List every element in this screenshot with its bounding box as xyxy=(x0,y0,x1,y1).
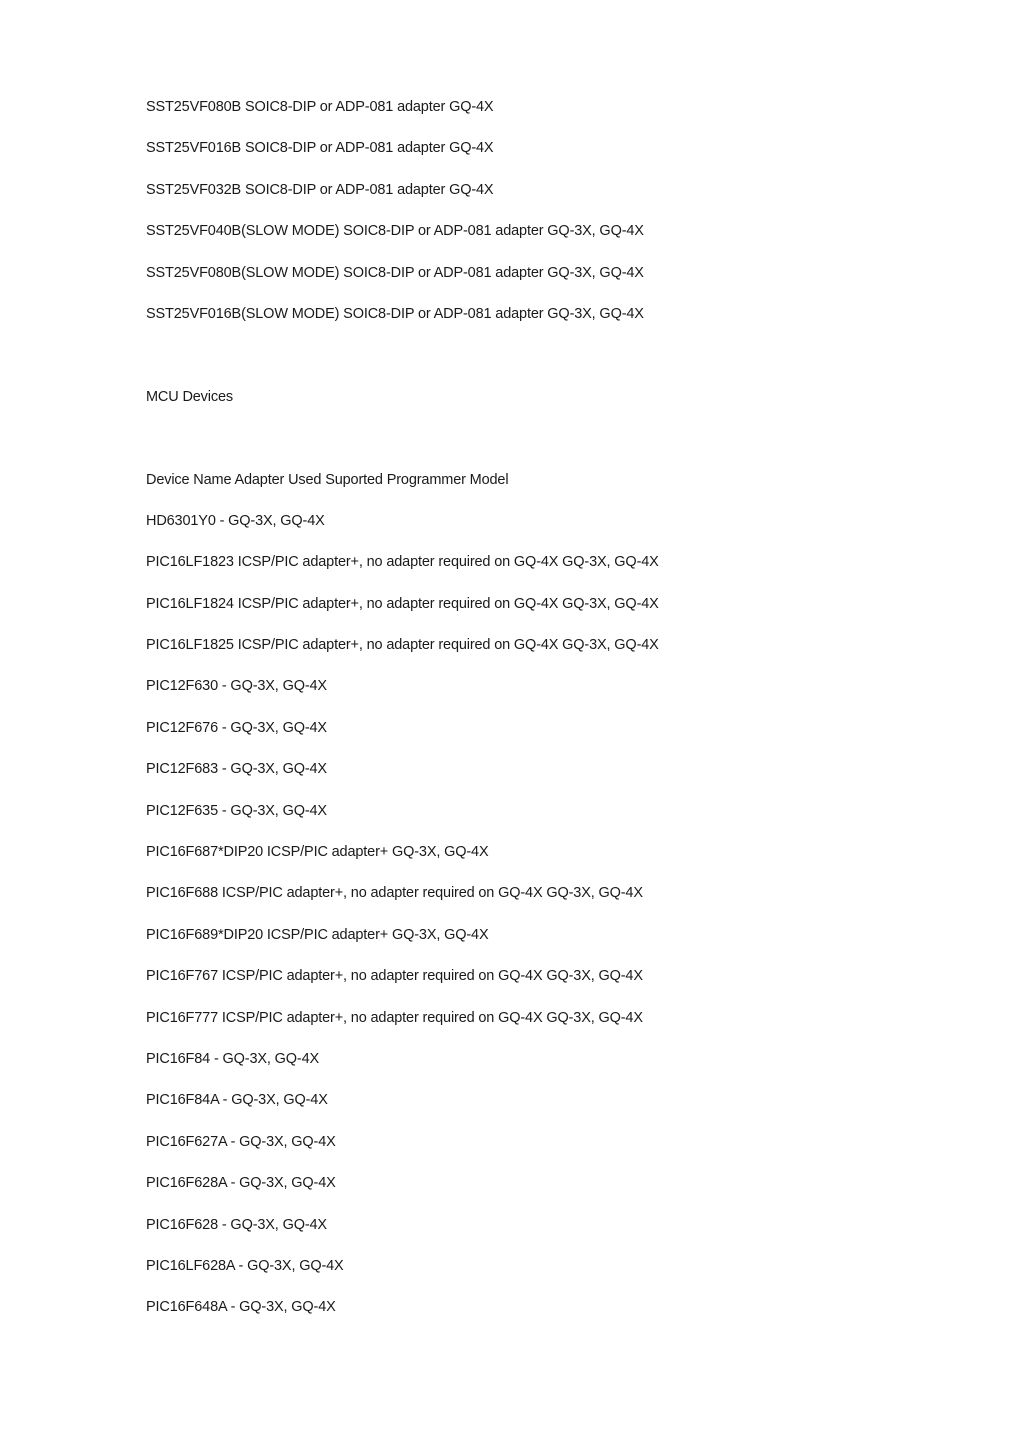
table-header: Device Name Adapter Used Suported Programmer Model xyxy=(146,471,509,488)
mcu-device-line: PIC16LF1824 ICSP/PIC adapter+, no adapter required on GQ-4X GQ-3X, GQ-4X xyxy=(146,595,659,612)
mcu-device-line: HD6301Y0 - GQ-3X, GQ-4X xyxy=(146,512,325,529)
device-line: SST25VF016B SOIC8-DIP or ADP-081 adapter GQ-4X xyxy=(146,140,494,157)
document-body xyxy=(146,97,946,1339)
mcu-device-line: PIC12F635 - GQ-3X, GQ-4X xyxy=(146,802,327,819)
section-heading: MCU Devices xyxy=(146,388,233,405)
blank-line xyxy=(146,345,946,386)
device-line: SST25VF032B SOIC8-DIP or ADP-081 adapter GQ-4X xyxy=(146,181,494,198)
mcu-device-line: PIC16F689*DIP20 ICSP/PIC adapter+ GQ-3X, GQ-4X xyxy=(146,926,489,943)
mcu-device-line: PIC16F627A - GQ-3X, GQ-4X xyxy=(146,1133,336,1150)
mcu-device-line: PIC16F688 ICSP/PIC adapter+, no adapter required on GQ-4X GQ-3X, GQ-4X xyxy=(146,885,643,902)
mcu-device-line: PIC16F628 - GQ-3X, GQ-4X xyxy=(146,1216,327,1233)
device-line: SST25VF040B(SLOW MODE) SOIC8-DIP or ADP-081 adapter GQ-3X, GQ-4X xyxy=(146,223,644,240)
mcu-device-line: PIC12F676 - GQ-3X, GQ-4X xyxy=(146,719,327,736)
mcu-device-line: PIC16LF1823 ICSP/PIC adapter+, no adapter required on GQ-4X GQ-3X, GQ-4X xyxy=(146,554,659,571)
device-line: SST25VF080B(SLOW MODE) SOIC8-DIP or ADP-081 adapter GQ-3X, GQ-4X xyxy=(146,264,644,281)
mcu-device-line: PIC12F630 - GQ-3X, GQ-4X xyxy=(146,678,327,695)
blank-line xyxy=(146,428,946,469)
device-line: SST25VF016B(SLOW MODE) SOIC8-DIP or ADP-081 adapter GQ-3X, GQ-4X xyxy=(146,305,644,322)
mcu-device-line: PIC16F84A - GQ-3X, GQ-4X xyxy=(146,1092,328,1109)
device-line: SST25VF080B SOIC8-DIP or ADP-081 adapter GQ-4X xyxy=(146,99,494,115)
mcu-device-line: PIC16F84 - GQ-3X, GQ-4X xyxy=(146,1050,320,1067)
mcu-device-line: PIC16LF1825 ICSP/PIC adapter+, no adapter required on GQ-4X GQ-3X, GQ-4X xyxy=(146,637,659,654)
mcu-device-line: PIC16F648A - GQ-3X, GQ-4X xyxy=(146,1299,336,1316)
mcu-device-line: PIC12F683 - GQ-3X, GQ-4X xyxy=(146,761,327,778)
mcu-device-line: PIC16F687*DIP20 ICSP/PIC adapter+ GQ-3X, GQ-4X xyxy=(146,844,489,861)
mcu-device-line: PIC16F767 ICSP/PIC adapter+, no adapter required on GQ-4X GQ-3X, GQ-4X xyxy=(146,968,643,985)
mcu-device-line: PIC16F628A - GQ-3X, GQ-4X xyxy=(146,1175,336,1192)
mcu-device-line: PIC16LF628A - GQ-3X, GQ-4X xyxy=(146,1257,344,1274)
mcu-device-line: PIC16F777 ICSP/PIC adapter+, no adapter required on GQ-4X GQ-3X, GQ-4X xyxy=(146,1009,643,1026)
